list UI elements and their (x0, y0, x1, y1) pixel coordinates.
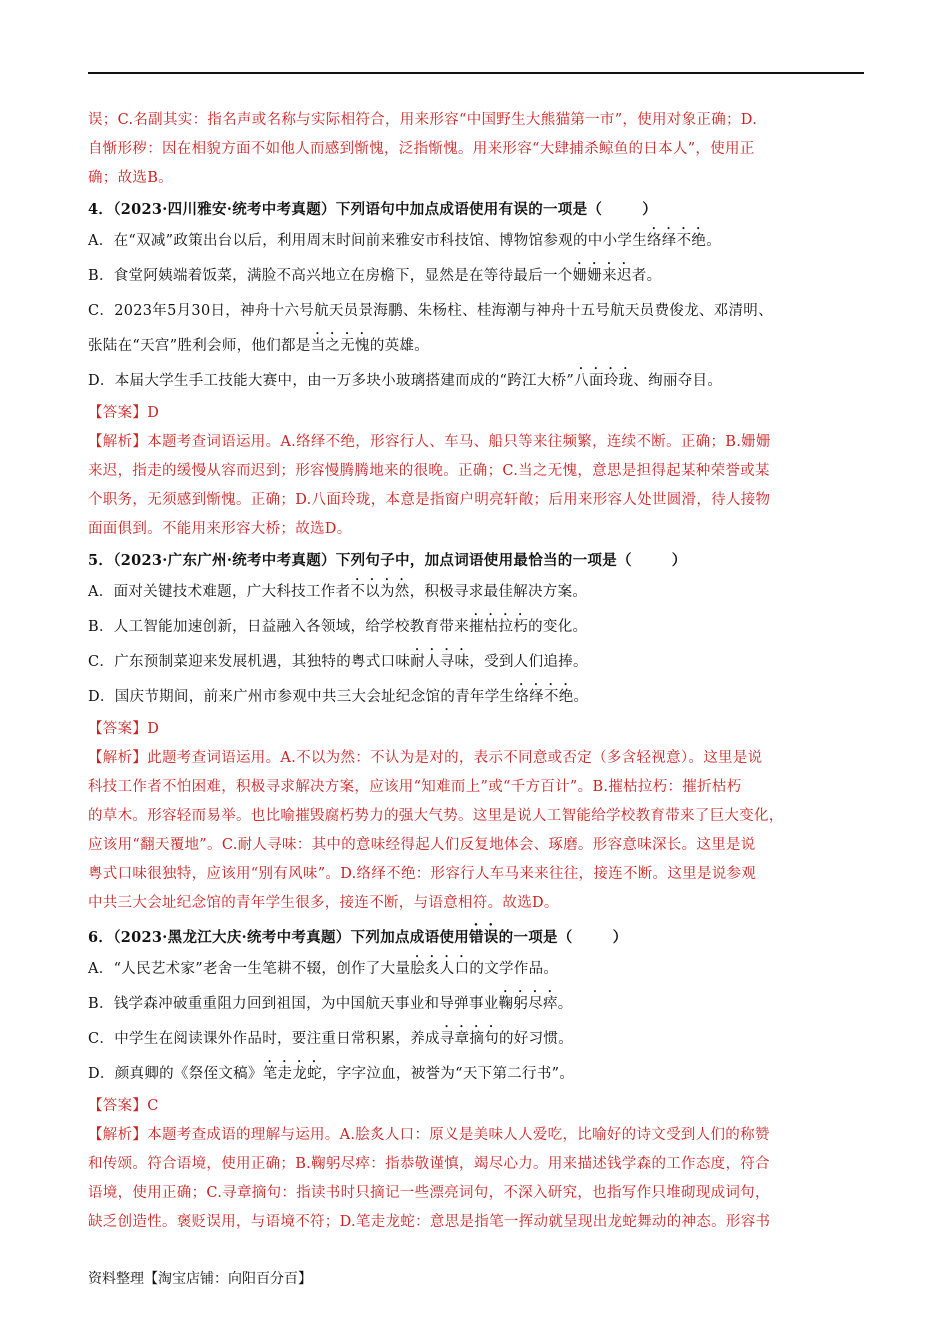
dotted-idiom: 络绎不绝 (514, 689, 574, 705)
question-6 (88, 920, 866, 1237)
dotted-word: 错误 (469, 929, 499, 946)
dotted-idiom: 寻章摘句 (439, 1031, 499, 1047)
analysis-line: 面面俱到。不能用来形容大桥；故选D。 (88, 521, 352, 537)
analysis-line: 【解析】此题考查词语运用。A.不以为然：不认为是对的，表示不同意或否定（多含轻视意）。这里是说 (88, 750, 763, 766)
question-stem: 6．（2023·黑龙江大庆·统考中考真题）下列加点成语使用错误的一项是（ ） (88, 929, 628, 946)
analysis-line: 缺乏创造性。褒贬误用，与语境不符；D.笔走龙蛇：意思是指笔一挥动就呈现出龙蛇舞动的神态。形容书 (88, 1214, 771, 1230)
question-5 (88, 546, 866, 918)
dotted-idiom: 笔走龙蛇 (262, 1066, 322, 1082)
answer: 【答案】C (88, 1098, 159, 1114)
option-c-continued: 张陆在“天宫”胜利会师，他们都是当之无愧的英雄。 (88, 338, 430, 354)
question-4 (88, 195, 866, 544)
document-body (88, 104, 866, 1237)
option-b: B．人工智能加速创新，日益融入各领域，给学校教育带来摧枯拉朽的变化。 (88, 619, 588, 635)
analysis-line: 和传颂。符合语境，使用正确；B.鞠躬尽瘁：指恭敬谨慎，竭尽心力。用来描述钱学森的工作态度，符合 (88, 1156, 770, 1172)
dotted-idiom: 鞠躬尽瘁 (498, 996, 558, 1012)
dotted-idiom: 摧枯拉朽 (468, 619, 529, 635)
header-rule (88, 72, 864, 74)
option-a: A．在“双减”政策出台以后，利用周末时间前来雅安市科技馆、博物馆参观的中小学生络绎不绝。 (88, 233, 722, 249)
analysis-line: 个职务，无须感到惭愧。正确；D.八面玲珑，本意是指窗户明亮轩敞；后用来形容人处世圆滑，待人接物 (88, 492, 771, 508)
dotted-idiom: 脍炙人口 (410, 961, 470, 977)
answer: 【答案】D (88, 721, 160, 737)
option-d: D．本届大学生手工技能大赛中，由一万多块小玻璃搭建而成的“跨江大桥”八面玲珑、绚丽夺目。 (88, 373, 723, 389)
analysis-line: 的草木。形容轻而易举。也比喻摧毁腐朽势力的强大气势。这里是说人工智能给学校教育带来了巨大变化， (88, 808, 784, 824)
question-stem: 4．（2023·四川雅安·统考中考真题）下列语句中加点成语使用有误的一项是（ ） (88, 201, 658, 218)
previous-analysis-continuation (88, 106, 866, 193)
analysis-line: 误；C.名副其实：指名声或名称与实际相符合，用来形容“中国野生大熊猫第一市”，使用对象正确；D. (88, 112, 758, 128)
dotted-idiom: 耐人寻味 (410, 654, 470, 670)
option-a: A．面对关键技术难题，广大科技工作者不以为然，积极寻求最佳解决方案。 (88, 584, 588, 600)
option-d: D．国庆节期间，前来广州市参观中共三大会址纪念馆的青年学生络绎不绝。 (88, 689, 589, 705)
dotted-idiom: 当之无愧 (310, 338, 370, 354)
analysis-line: 中共三大会址纪念馆的青年学生很多，接连不断，与语意相符。故选D。 (88, 895, 559, 911)
analysis-line: 粤式口味很独特，应该用“别有风味”。D.络绎不绝：形容行人车马来来往往，接连不断。这里是说参观 (88, 866, 757, 882)
option-b: B．食堂阿姨端着饭菜，满脸不高兴地立在房檐下，显然是在等待最后一个姗姗来迟者。 (88, 268, 662, 284)
analysis-line: 【解析】本题考查成语的理解与运用。A.脍炙人口：原义是美味人人爱吃，比喻好的诗文受到人们的称赞 (88, 1127, 770, 1143)
analysis-line: 来迟，指走的缓慢从容而迟到；形容慢腾腾地来的很晚。正确；C.当之无愧，意思是担得起某种荣誉或某 (88, 463, 770, 479)
footer-note: 资料整理【淘宝店铺：向阳百分百】 (88, 1271, 312, 1287)
option-c: C．广东预制菜迎来发展机遇，其独特的粤式口味耐人寻味，受到人们追捧。 (88, 654, 588, 670)
dotted-idiom: 络绎不绝 (647, 233, 707, 249)
answer: 【答案】D (88, 405, 160, 421)
dotted-idiom: 不以为然 (350, 584, 410, 600)
analysis-line: 科技工作者不怕困难，积极寻求解决方案，应该用“知难而上”或“千方百计”。B.摧枯拉朽：摧折枯朽 (88, 779, 742, 795)
option-d: D．颜真卿的《祭侄文稿》笔走龙蛇，字字泣血，被誉为“天下第二行书”。 (88, 1066, 575, 1082)
dotted-idiom: 姗姗来迟 (572, 268, 632, 284)
option-c: C．2023年5月30日，神舟十六号航天员景海鹏、朱杨柱、桂海潮与神舟十五号航天员费俊龙、邓清明、 (88, 303, 773, 319)
dotted-idiom: 八面玲珑 (574, 373, 634, 389)
analysis-line: 语境，使用正确；C.寻章摘句：指读书时只摘记一些漂亮词句，不深入研究，也指写作只堆砌现成词句， (88, 1185, 770, 1201)
option-b: B．钱学森冲破重重阻力回到祖国，为中国航天事业和导弹事业鞠躬尽瘁。 (88, 996, 573, 1012)
analysis-line: 确；故选B。 (88, 170, 173, 186)
analysis-line: 【解析】本题考查词语运用。A.络绎不绝，形容行人、车马、船只等来往频繁，连续不断。正确；B.姗姗 (88, 434, 771, 450)
question-stem: 5．（2023·广东广州·统考中考真题）下列句子中，加点词语使用最恰当的一项是（ ） (88, 552, 687, 569)
option-c: C．中学生在阅读课外作品时，要注重日常积累，养成寻章摘句的好习惯。 (88, 1031, 573, 1047)
analysis-line: 自惭形秽：因在相貌方面不如他人而感到惭愧，泛指惭愧。用来形容“大肆捕杀鲸鱼的日本人”，使用正 (88, 141, 755, 157)
analysis-line: 应该用“翻天覆地”。C.耐人寻味：其中的意味经得起人们反复地体会、琢磨。形容意味深长。这里是说 (88, 837, 756, 853)
option-a: A．“人民艺术家”老舍一生笔耕不辍，创作了大量脍炙人口的文学作品。 (88, 961, 559, 977)
